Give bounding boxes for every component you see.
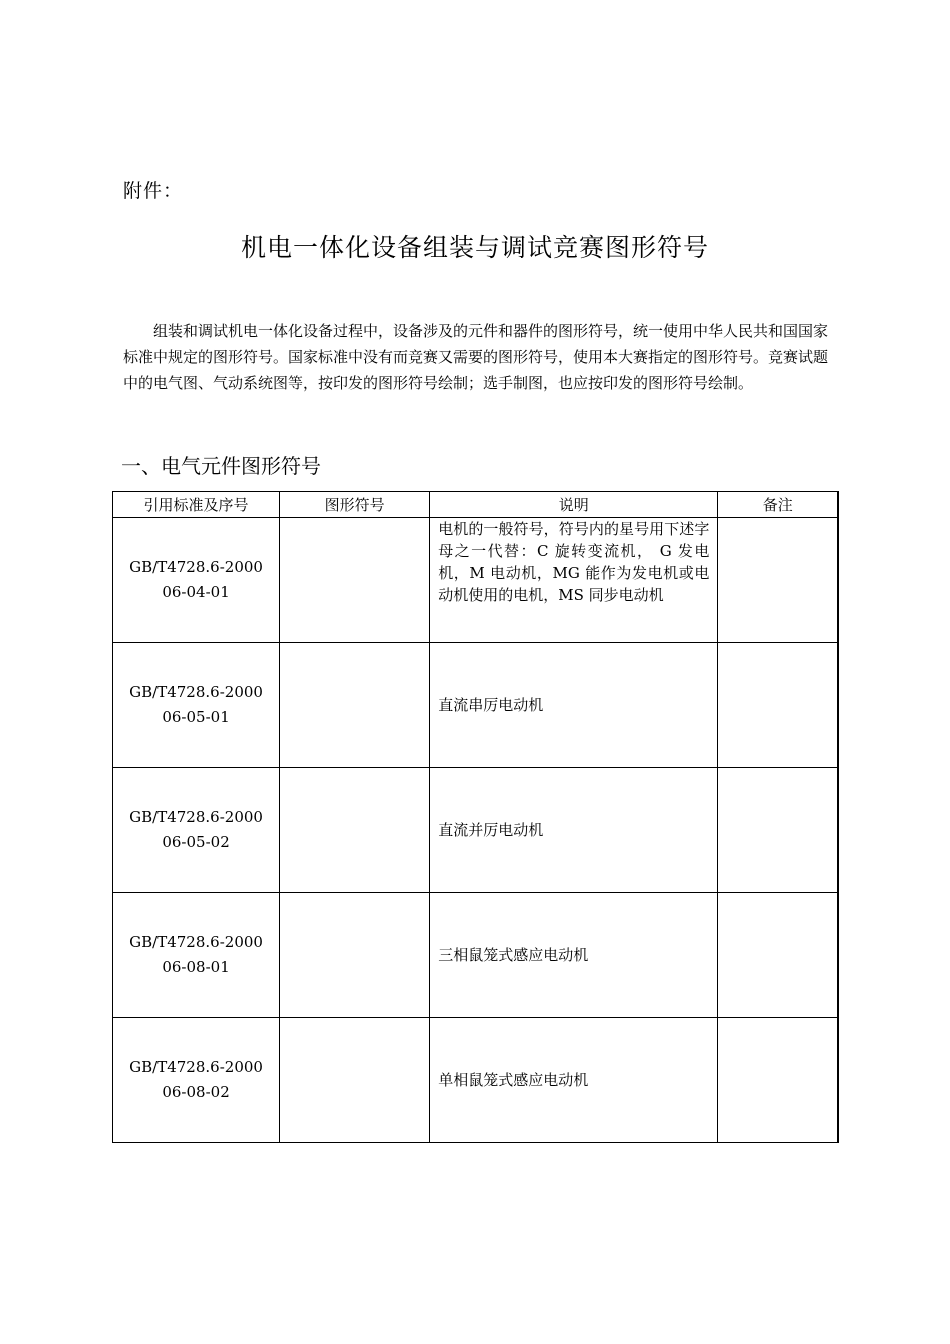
- table-row: [113, 893, 839, 1018]
- standard-ref-cell: [113, 893, 280, 1018]
- standard-ref-cell: [113, 518, 280, 643]
- note-cell: [718, 643, 838, 768]
- note-cell: [718, 768, 838, 893]
- section-heading: 一、电气元件图形符号: [121, 454, 321, 478]
- serial-number: 06-08-02: [162, 1083, 230, 1101]
- symbol-cell: [280, 768, 430, 893]
- column-header: 引用标准及序号: [113, 492, 280, 518]
- standard-ref-cell: [113, 1018, 280, 1143]
- symbols-table: [112, 491, 839, 1143]
- symbol-cell: [280, 643, 430, 768]
- symbol-cell: [280, 893, 430, 1018]
- standard-code: GB/T4728.6-2000: [129, 683, 263, 701]
- description-cell: 直流并厉电动机: [430, 768, 718, 893]
- description-cell: 单相鼠笼式感应电动机: [430, 1018, 718, 1143]
- standard-code: GB/T4728.6-2000: [129, 558, 263, 576]
- intro-paragraph: 组装和调试机电一体化设备过程中，设备涉及的元件和器件的图形符号，统一使用中华人民共和国国家标准中规定的图形符号。国家标准中没有而竞赛又需要的图形符号，使用本大赛指定的图形符号。竞赛试题中的电气图、气动系统图等，按印发的图形符号绘制；选手制图，也应按印发的图形符号绘制。: [123, 322, 829, 392]
- table-header-row: [113, 492, 839, 518]
- note-cell: [718, 1018, 838, 1143]
- column-header: 图形符号: [280, 492, 430, 518]
- page-title: 机电一体化设备组装与调试竞赛图形符号: [240, 233, 709, 262]
- table-row: [113, 643, 839, 768]
- table-row: [113, 1018, 839, 1143]
- serial-number: 06-04-01: [162, 583, 230, 601]
- serial-number: 06-05-01: [162, 708, 230, 726]
- symbol-cell: [280, 1018, 430, 1143]
- column-header: 说明: [430, 492, 718, 518]
- column-header: 备注: [718, 492, 838, 518]
- standard-code: GB/T4728.6-2000: [129, 808, 263, 826]
- standard-ref-cell: [113, 643, 280, 768]
- note-cell: [718, 893, 838, 1018]
- description-cell: 电机的一般符号，符号内的星号用下述字母之一代替：C 旋转变流机， G 发电机，M 电动机，MG 能作为发电机或电动机使用的电机，MS 同步电动机: [430, 518, 718, 643]
- serial-number: 06-05-02: [162, 833, 230, 851]
- table-row: [113, 518, 839, 643]
- standard-code: GB/T4728.6-2000: [129, 1058, 263, 1076]
- note-cell: [718, 518, 838, 643]
- attachment-label: 附件：: [123, 180, 184, 202]
- description-cell: 直流串厉电动机: [430, 643, 718, 768]
- serial-number: 06-08-01: [162, 958, 230, 976]
- standard-ref-cell: [113, 768, 280, 893]
- description-cell: 三相鼠笼式感应电动机: [430, 893, 718, 1018]
- standard-code: GB/T4728.6-2000: [129, 933, 263, 951]
- symbol-cell: [280, 518, 430, 643]
- table-row: [113, 768, 839, 893]
